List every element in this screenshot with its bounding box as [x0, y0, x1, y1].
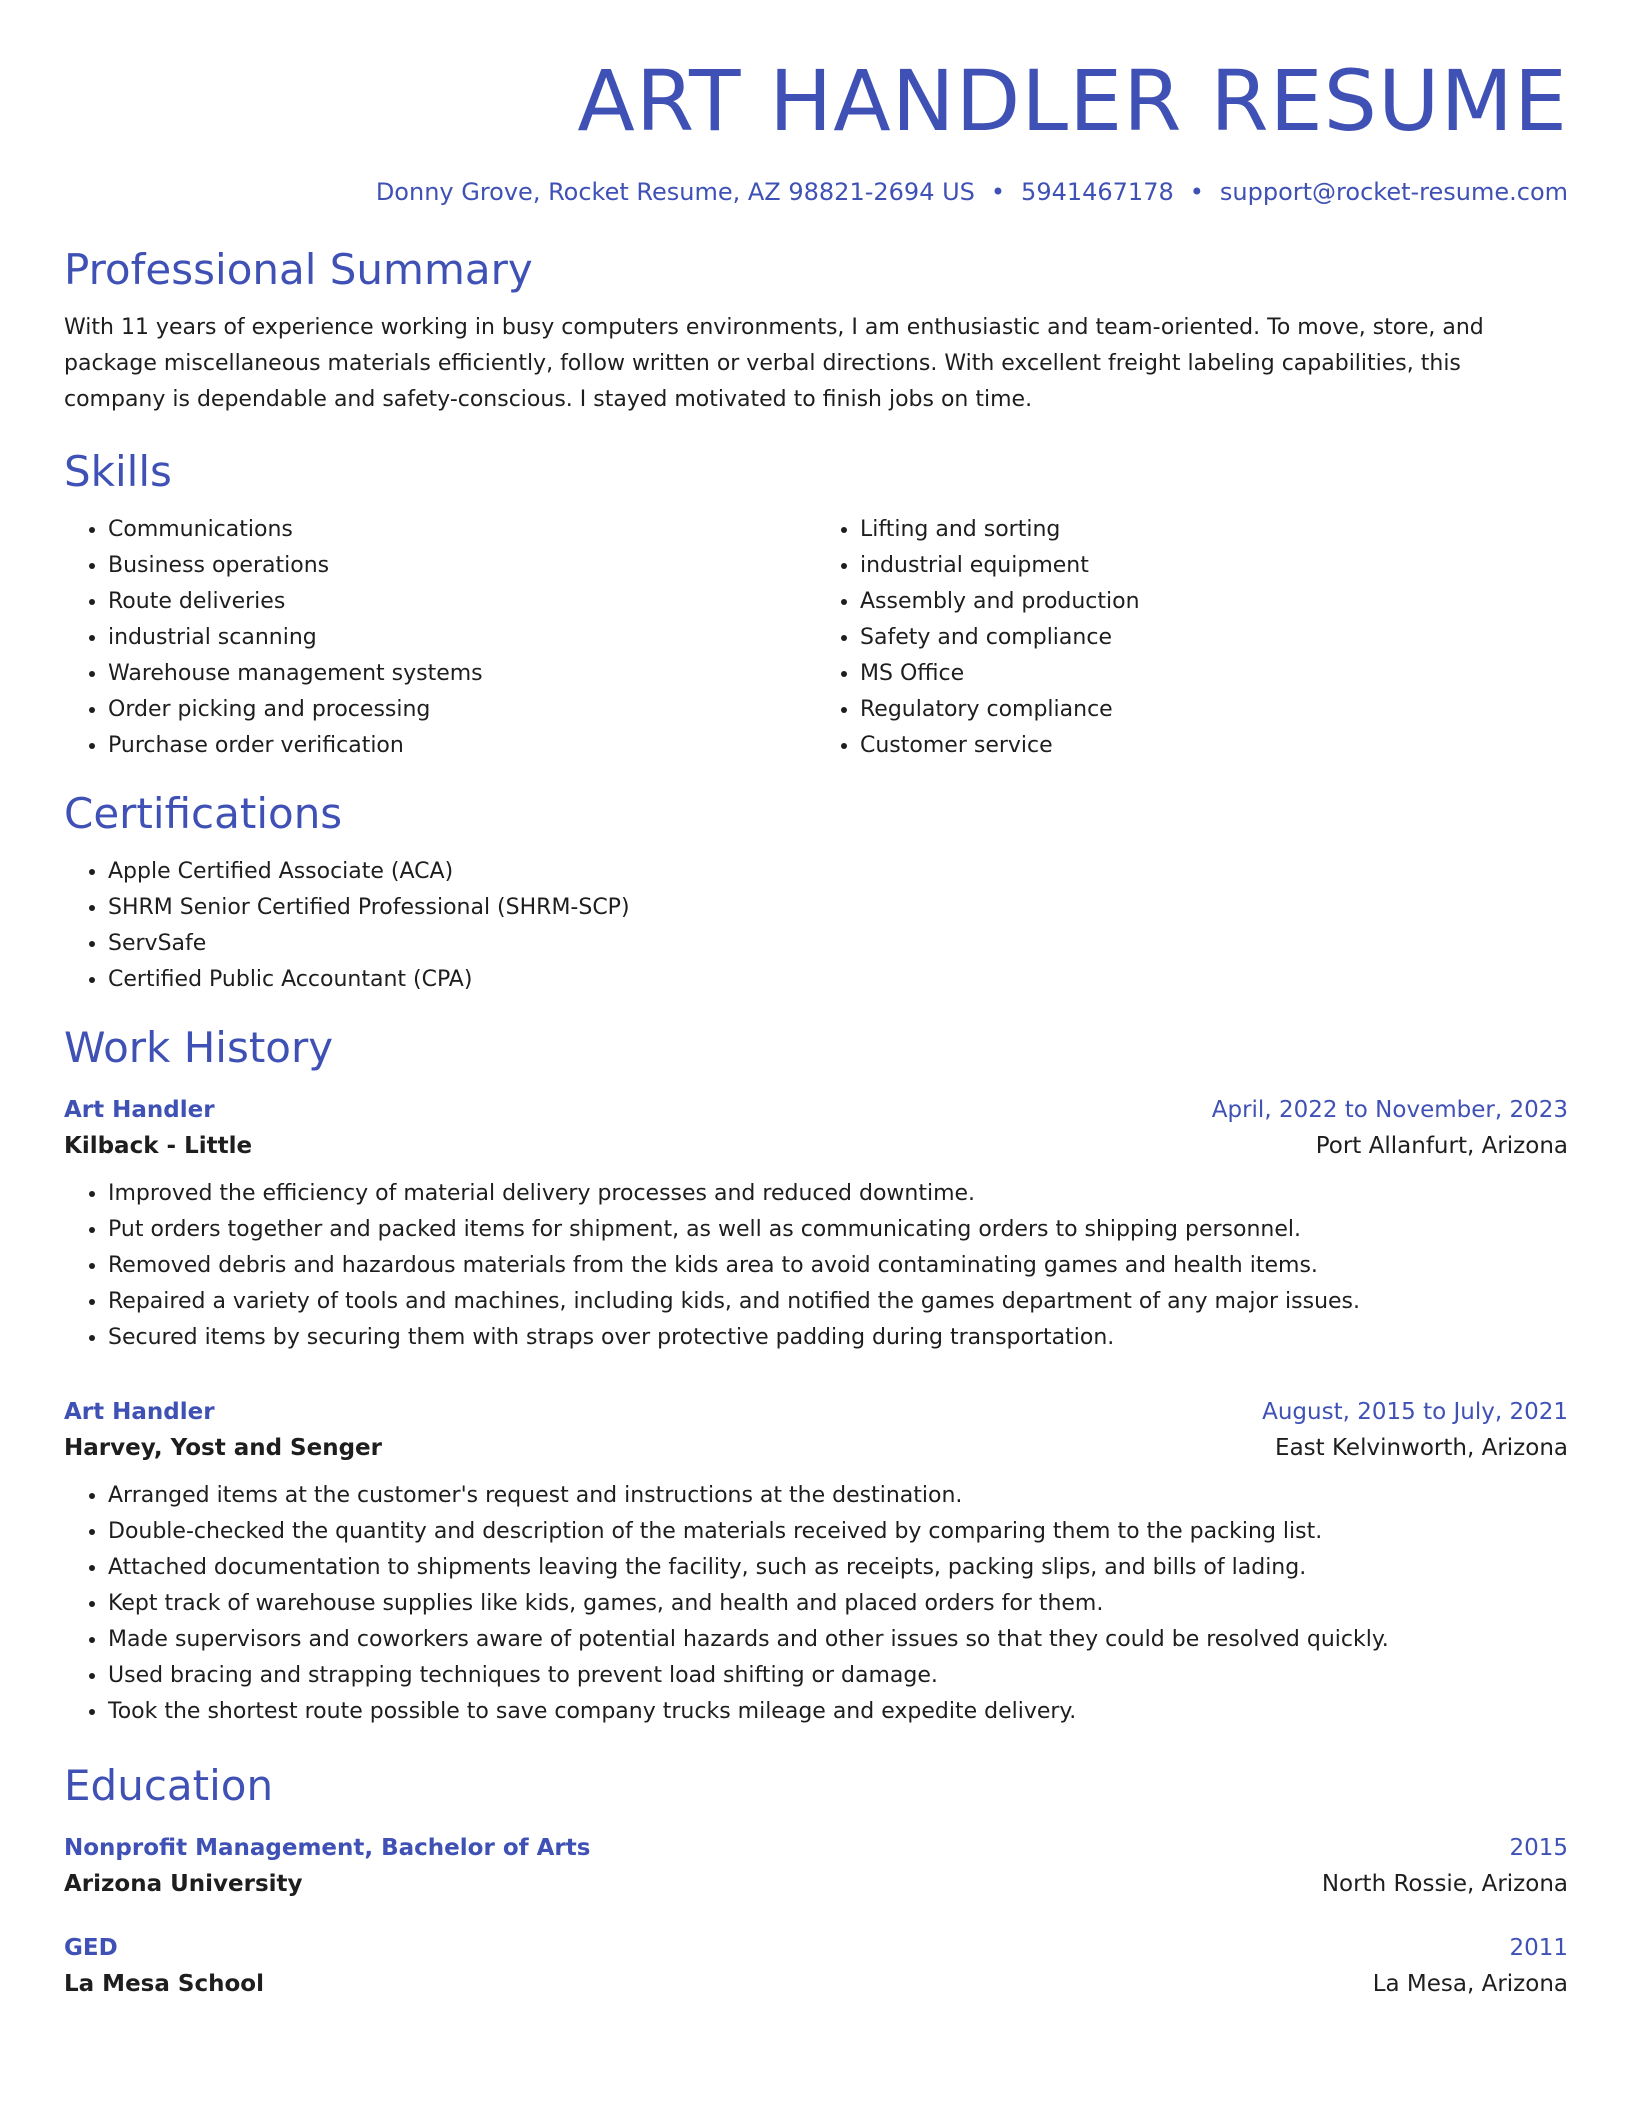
job-bullet: • Repaired a variety of tools and machines, including kids, and notified the games department of any major issues. [108, 1284, 1568, 1320]
job-bullet: • Put orders together and packed items for shipment, as well as communicating orders to shipping personnel. [108, 1212, 1568, 1248]
job-dates: April, 2022 to November, 2023 [1211, 1097, 1568, 1123]
skill-item: • Warehouse management systems [108, 656, 816, 692]
skill-item: • industrial equipment [860, 548, 1568, 584]
skill-item: • Route deliveries [108, 584, 816, 620]
contact-line [64, 176, 1568, 208]
education-degree: GED [64, 1935, 118, 1961]
job-bullet: • Removed debris and hazardous materials from the kids area to avoid contaminating games and health items. [108, 1248, 1568, 1284]
job-bullet: • Attached documentation to shipments leaving the facility, such as receipts, packing slips, and bills of lading. [108, 1550, 1568, 1586]
skill-item: • Lifting and sorting [860, 512, 1568, 548]
job-entry [64, 1094, 1568, 1356]
job-bullet: • Kept track of warehouse supplies like kids, games, and health and placed orders for them. [108, 1586, 1568, 1622]
certifications-list [64, 854, 1568, 998]
skills-left-list [64, 512, 816, 764]
education-entry [64, 1932, 1568, 2004]
skills-heading: Skills [64, 447, 172, 496]
job-title-row [64, 1094, 1568, 1126]
job-bullet: • Double-checked the quantity and description of the materials received by comparing them to the packing list. [108, 1514, 1568, 1550]
certification-item: • Apple Certified Associate (ACA) [108, 854, 1568, 890]
contact-email[interactable]: support@rocket-resume.com [1219, 178, 1568, 206]
job-location: Port Allanfurt, Arizona [1315, 1133, 1568, 1159]
skill-item: • Regulatory compliance [860, 692, 1568, 728]
job-company-row [64, 1428, 1568, 1468]
job-company: Harvey, Yost and Senger [64, 1435, 383, 1461]
education-year: 2011 [1509, 1935, 1568, 1961]
certification-item: • SHRM Senior Certified Professional (SHRM-SCP) [108, 890, 1568, 926]
job-bullets [64, 1176, 1568, 1356]
certification-item: • Certified Public Accountant (CPA) [108, 962, 1568, 998]
job-location: East Kelvinworth, Arizona [1275, 1435, 1568, 1461]
certification-item: • ServSafe [108, 926, 1568, 962]
skill-item: • Order picking and processing [108, 692, 816, 728]
skill-item: • Customer service [860, 728, 1568, 764]
education-year: 2015 [1509, 1835, 1568, 1861]
job-role: Art Handler [64, 1399, 215, 1425]
education-degree-row [64, 1932, 1568, 1964]
skill-item: • MS Office [860, 656, 1568, 692]
skills-columns [64, 512, 1568, 764]
skill-item: • Assembly and production [860, 584, 1568, 620]
job-entry [64, 1396, 1568, 1730]
education-school: La Mesa School [64, 1971, 264, 1997]
job-company: Kilback - Little [64, 1133, 253, 1159]
job-bullet: • Secured items by securing them with straps over protective padding during transportation. [108, 1320, 1568, 1356]
education-location: La Mesa, Arizona [1372, 1971, 1568, 1997]
education-school-row [64, 1864, 1568, 1904]
work-history-heading: Work History [64, 1023, 334, 1072]
education-location: North Rossie, Arizona [1321, 1871, 1568, 1897]
job-bullet: • Made supervisors and coworkers aware of potential hazards and other issues so that they could be resolved quickly. [108, 1622, 1568, 1658]
skill-item: • industrial scanning [108, 620, 816, 656]
job-title-row [64, 1396, 1568, 1428]
resume-title: ART HANDLER RESUME [577, 52, 1568, 150]
job-bullet: • Improved the efficiency of material delivery processes and reduced downtime. [108, 1176, 1568, 1212]
education-school: Arizona University [64, 1871, 303, 1897]
summary-text: With 11 years of experience working in busy computers environments, I am enthusiastic and team-oriented. To move, store, and package miscellaneous materials efficiently, follow written or verbal directions. With excellent freight labeling capabilities, this company is dependable and safety-conscious. I stayed motivated to finish jobs on time. [64, 315, 1484, 412]
education-degree: Nonprofit Management, Bachelor of Arts [64, 1835, 591, 1861]
skill-item: • Purchase order verification [108, 728, 816, 764]
certifications-heading: Certifications [64, 789, 343, 838]
job-bullet: • Arranged items at the customer's request and instructions at the destination. [108, 1478, 1568, 1514]
contact-phone[interactable]: 5941467178 [1021, 178, 1174, 206]
summary-heading: Professional Summary [64, 245, 533, 294]
contact-separator: • [990, 178, 1006, 206]
job-bullet: • Took the shortest route possible to save company trucks mileage and expedite delivery. [108, 1694, 1568, 1730]
skill-item: • Business operations [108, 548, 816, 584]
skill-item: • Communications [108, 512, 816, 548]
contact-address: Donny Grove, Rocket Resume, AZ 98821-2694 US [375, 178, 975, 206]
skills-right-list [816, 512, 1568, 764]
education-entry [64, 1832, 1568, 1904]
job-company-row [64, 1126, 1568, 1166]
education-degree-row [64, 1832, 1568, 1864]
skill-item: • Safety and compliance [860, 620, 1568, 656]
education-school-row [64, 1964, 1568, 2004]
job-role: Art Handler [64, 1097, 215, 1123]
contact-separator: • [1189, 178, 1204, 206]
education-heading: Education [64, 1761, 274, 1810]
job-bullets [64, 1478, 1568, 1730]
job-dates: August, 2015 to July, 2021 [1262, 1399, 1568, 1425]
job-bullet: • Used bracing and strapping techniques to prevent load shifting or damage. [108, 1658, 1568, 1694]
